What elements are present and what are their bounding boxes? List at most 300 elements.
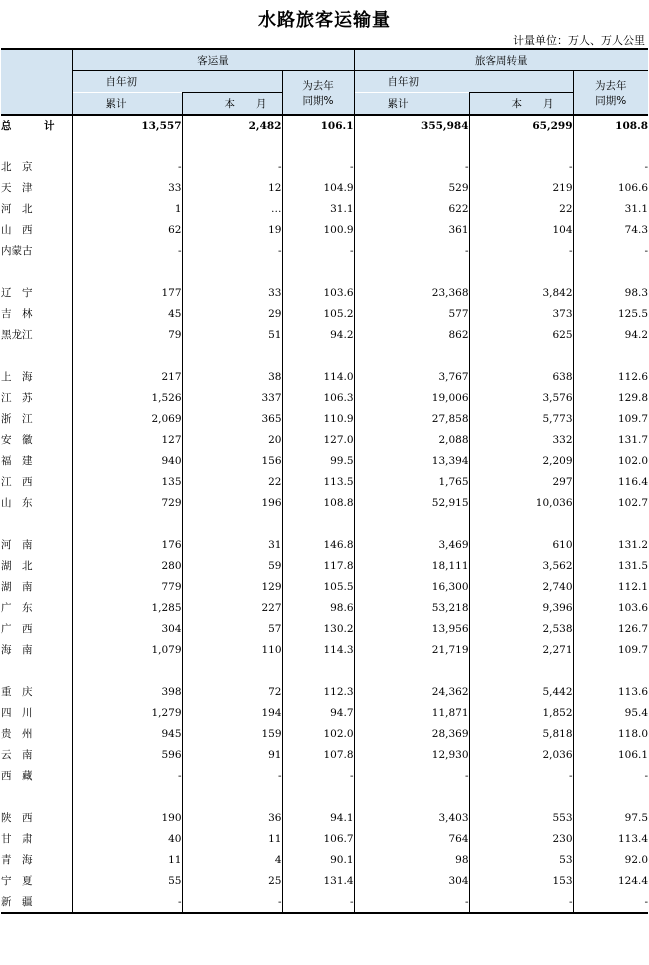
cell-ytd-turnover: 28,369 [354, 723, 469, 744]
cell-yoy-volume: 107.8 [282, 744, 354, 765]
spacer-cell [182, 135, 282, 156]
spacer-cell [282, 513, 354, 534]
cell-month-volume: 227 [182, 597, 282, 618]
cell-month-turnover: 1,852 [469, 702, 573, 723]
spacer-cell [282, 660, 354, 681]
row-label: 山 东 [1, 497, 33, 509]
cell-ytd-volume: 127 [72, 429, 182, 450]
cell-ytd-volume: 62 [72, 219, 182, 240]
row-label: 宁 夏 [1, 875, 33, 887]
cell-yoy-turnover: 108.8 [573, 115, 648, 135]
table-row [1, 681, 648, 702]
page-title: 水路旅客运输量 [258, 10, 391, 31]
cell-ytd-turnover: 11,871 [354, 702, 469, 723]
table-row [1, 891, 648, 913]
cell-ytd-volume: 135 [72, 471, 182, 492]
spacer-cell [469, 786, 573, 807]
cell-month-volume: - [182, 240, 282, 261]
cell-ytd-turnover: - [354, 156, 469, 177]
cell-yoy-turnover: - [573, 240, 648, 261]
cell-yoy-volume: 130.2 [282, 618, 354, 639]
cell-month-turnover: 65,299 [469, 115, 573, 135]
cell-ytd-volume: 729 [72, 492, 182, 513]
spacer-row [1, 513, 648, 534]
spacer-cell [182, 786, 282, 807]
spacer-cell [1, 135, 72, 156]
cell-yoy-turnover: 31.1 [573, 198, 648, 219]
cell-month-turnover: 9,396 [469, 597, 573, 618]
cell-month-turnover: - [469, 240, 573, 261]
cell-ytd-volume: 1,079 [72, 639, 182, 660]
row-label: 上 海 [1, 371, 33, 383]
row-label: 内蒙古 [1, 245, 33, 257]
spacer-row [1, 786, 648, 807]
cell-ytd-turnover: 12,930 [354, 744, 469, 765]
cell-yoy-turnover: 106.1 [573, 744, 648, 765]
cell-ytd-turnover: 13,394 [354, 450, 469, 471]
cell-ytd-volume: 779 [72, 576, 182, 597]
spacer-cell [72, 135, 182, 156]
spacer-cell [72, 513, 182, 534]
cell-ytd-turnover: 3,767 [354, 366, 469, 387]
cell-ytd-volume: 280 [72, 555, 182, 576]
spacer-cell [1, 786, 72, 807]
cell-ytd-volume: 33 [72, 177, 182, 198]
cell-ytd-turnover: 764 [354, 828, 469, 849]
cell-yoy-turnover: - [573, 891, 648, 913]
table-row [1, 639, 648, 660]
cell-month-volume: 20 [182, 429, 282, 450]
cell-ytd-turnover: 24,362 [354, 681, 469, 702]
cell-yoy-volume: 105.5 [282, 576, 354, 597]
cell-ytd-turnover: 52,915 [354, 492, 469, 513]
cell-month-turnover: 22 [469, 198, 573, 219]
table-row [1, 198, 648, 219]
cell-ytd-volume: 1,279 [72, 702, 182, 723]
spacer-cell [72, 261, 182, 282]
cell-yoy-volume: 100.9 [282, 219, 354, 240]
row-label: 江 西 [1, 476, 33, 488]
cell-month-turnover: 625 [469, 324, 573, 345]
cell-ytd-volume: 1,526 [72, 387, 182, 408]
row-label: 新 疆 [1, 891, 72, 913]
header-passenger-volume: 客运量 [72, 49, 354, 71]
cell-month-turnover: 3,576 [469, 387, 573, 408]
cell-month-turnover: 2,271 [469, 639, 573, 660]
cell-ytd-volume: 190 [72, 807, 182, 828]
cell-ytd-turnover: 16,300 [354, 576, 469, 597]
cell-ytd-volume: 45 [72, 303, 182, 324]
cell-ytd-volume: 176 [72, 534, 182, 555]
cell-yoy-volume: 102.0 [282, 723, 354, 744]
row-label: 广 西 [1, 623, 33, 635]
cell-ytd-turnover: 304 [354, 870, 469, 891]
row-label: 云 南 [1, 749, 33, 761]
table-row [1, 282, 648, 303]
cell-month-turnover: 297 [469, 471, 573, 492]
table-row [1, 156, 648, 177]
cell-month-volume: 2,482 [182, 115, 282, 135]
spacer-row [1, 135, 648, 156]
cell-yoy-turnover: 106.6 [573, 177, 648, 198]
spacer-cell [573, 261, 648, 282]
spacer-cell [573, 135, 648, 156]
cell-yoy-volume: 112.3 [282, 681, 354, 702]
cell-ytd-volume: 55 [72, 870, 182, 891]
table-row [1, 429, 648, 450]
cell-ytd-turnover: 3,469 [354, 534, 469, 555]
cell-yoy-volume: 106.7 [282, 828, 354, 849]
spacer-cell [182, 660, 282, 681]
cell-yoy-volume: 110.9 [282, 408, 354, 429]
cell-month-turnover: 219 [469, 177, 573, 198]
cell-yoy-turnover: 129.8 [573, 387, 648, 408]
cell-month-turnover: 2,538 [469, 618, 573, 639]
row-label: 天 津 [1, 182, 33, 194]
cell-yoy-volume: 113.5 [282, 471, 354, 492]
cell-ytd-turnover: 1,765 [354, 471, 469, 492]
cell-month-volume: 159 [182, 723, 282, 744]
cell-yoy-turnover: 125.5 [573, 303, 648, 324]
cell-month-turnover: - [469, 765, 573, 786]
cell-ytd-turnover: 529 [354, 177, 469, 198]
cell-yoy-volume: 99.5 [282, 450, 354, 471]
cell-ytd-volume: 217 [72, 366, 182, 387]
cell-ytd-turnover: 577 [354, 303, 469, 324]
row-label: 北 京 [1, 161, 33, 173]
header-yoy-1-line1: 为去年 [302, 79, 334, 92]
row-label: 安 徽 [1, 434, 33, 446]
header-yoy-2-line1: 为去年 [595, 79, 627, 92]
cell-month-volume: 4 [182, 849, 282, 870]
cell-yoy-volume: 131.4 [282, 870, 354, 891]
cell-month-volume: 22 [182, 471, 282, 492]
cell-yoy-turnover: 109.7 [573, 408, 648, 429]
cell-month-volume: 57 [182, 618, 282, 639]
row-label: 陕 西 [1, 812, 33, 824]
table-row [1, 807, 648, 828]
cell-yoy-volume: 98.6 [282, 597, 354, 618]
cell-yoy-turnover: 94.2 [573, 324, 648, 345]
cell-ytd-volume: 945 [72, 723, 182, 744]
cell-yoy-turnover: 112.6 [573, 366, 648, 387]
cell-ytd-volume: 940 [72, 450, 182, 471]
header-yoy-1 [282, 71, 354, 116]
header-yoy-1-line2: 同期% [302, 94, 334, 107]
cell-month-volume: 129 [182, 576, 282, 597]
cell-ytd-volume: 596 [72, 744, 182, 765]
cell-ytd-volume: 13,557 [72, 115, 182, 135]
cell-month-turnover: 104 [469, 219, 573, 240]
row-label: 湖 南 [1, 581, 33, 593]
cell-yoy-volume: - [282, 156, 354, 177]
cell-yoy-volume: 108.8 [282, 492, 354, 513]
unit-note: 计量单位：万人、万人公里 [513, 34, 645, 47]
cell-yoy-volume: 146.8 [282, 534, 354, 555]
cell-month-volume: 91 [182, 744, 282, 765]
cell-month-turnover: 553 [469, 807, 573, 828]
cell-yoy-turnover: 102.0 [573, 450, 648, 471]
cell-yoy-turnover: - [573, 156, 648, 177]
row-label: 吉 林 [1, 308, 33, 320]
table-row [1, 576, 648, 597]
table-row [1, 324, 648, 345]
cell-month-volume: 12 [182, 177, 282, 198]
cell-month-turnover: 10,036 [469, 492, 573, 513]
cell-ytd-volume: 398 [72, 681, 182, 702]
row-label: 黑龙江 [1, 329, 33, 341]
row-label: 青 海 [1, 854, 33, 866]
cell-yoy-volume: 104.9 [282, 177, 354, 198]
table-row [1, 240, 648, 261]
cell-ytd-turnover: 13,956 [354, 618, 469, 639]
cell-yoy-volume: 94.7 [282, 702, 354, 723]
cell-yoy-turnover: 131.2 [573, 534, 648, 555]
cell-yoy-turnover: 102.7 [573, 492, 648, 513]
cell-yoy-volume: - [282, 240, 354, 261]
cell-month-turnover: 3,562 [469, 555, 573, 576]
cell-month-volume: 110 [182, 639, 282, 660]
table-row [1, 828, 648, 849]
row-label: 广 东 [1, 602, 33, 614]
table-row [1, 492, 648, 513]
cell-ytd-turnover: 18,111 [354, 555, 469, 576]
cell-yoy-volume: 94.2 [282, 324, 354, 345]
spacer-cell [72, 786, 182, 807]
table-row [1, 765, 648, 786]
cell-month-turnover: 373 [469, 303, 573, 324]
spacer-cell [573, 345, 648, 366]
cell-yoy-turnover: 103.6 [573, 597, 648, 618]
cell-month-turnover: 2,740 [469, 576, 573, 597]
row-label: 浙 江 [1, 413, 33, 425]
cell-month-turnover: - [469, 891, 573, 913]
cell-month-volume: … [182, 198, 282, 219]
cell-month-volume: 156 [182, 450, 282, 471]
spacer-cell [354, 786, 469, 807]
cell-yoy-turnover: 109.7 [573, 639, 648, 660]
spacer-cell [182, 345, 282, 366]
cell-ytd-volume: 1,285 [72, 597, 182, 618]
cell-month-turnover: - [469, 156, 573, 177]
cell-yoy-turnover: 131.5 [573, 555, 648, 576]
spacer-cell [1, 345, 72, 366]
cell-ytd-volume: - [72, 240, 182, 261]
cell-month-volume: 19 [182, 219, 282, 240]
cell-ytd-turnover: 23,368 [354, 282, 469, 303]
spacer-cell [282, 261, 354, 282]
cell-ytd-volume: 1 [72, 198, 182, 219]
cell-yoy-turnover: 116.4 [573, 471, 648, 492]
cell-month-volume: 29 [182, 303, 282, 324]
cell-yoy-volume: 103.6 [282, 282, 354, 303]
cell-yoy-turnover: 126.7 [573, 618, 648, 639]
cell-ytd-volume: - [72, 156, 182, 177]
cell-yoy-turnover: 112.1 [573, 576, 648, 597]
header-corner [1, 49, 72, 115]
cell-yoy-turnover: 118.0 [573, 723, 648, 744]
total-row [1, 115, 648, 135]
cell-yoy-turnover: 97.5 [573, 807, 648, 828]
cell-month-turnover: 638 [469, 366, 573, 387]
cell-yoy-turnover: 98.3 [573, 282, 648, 303]
spacer-cell [354, 513, 469, 534]
passenger-table [1, 48, 648, 914]
row-label: 海 南 [1, 644, 33, 656]
spacer-cell [469, 513, 573, 534]
cell-month-volume: 11 [182, 828, 282, 849]
cell-ytd-turnover: - [354, 765, 469, 786]
row-label: 总 计 [1, 115, 72, 135]
cell-ytd-volume: 40 [72, 828, 182, 849]
spacer-cell [573, 513, 648, 534]
cell-ytd-turnover: 862 [354, 324, 469, 345]
cell-month-volume: 33 [182, 282, 282, 303]
row-label: 贵 州 [1, 728, 33, 740]
cell-month-volume: - [182, 891, 282, 913]
cell-month-turnover: 332 [469, 429, 573, 450]
cell-month-turnover: 2,036 [469, 744, 573, 765]
spacer-cell [72, 660, 182, 681]
table-row [1, 408, 648, 429]
cell-month-turnover: 153 [469, 870, 573, 891]
cell-ytd-turnover: 19,006 [354, 387, 469, 408]
header-month-2: 本 月 [469, 93, 573, 116]
cell-yoy-volume: 94.1 [282, 807, 354, 828]
table-row [1, 366, 648, 387]
header-month-1: 本 月 [182, 93, 282, 116]
cell-ytd-turnover: 3,403 [354, 807, 469, 828]
cell-month-turnover: 5,818 [469, 723, 573, 744]
row-label: 湖 北 [1, 560, 33, 572]
cell-month-turnover: 5,773 [469, 408, 573, 429]
cell-ytd-turnover: 21,719 [354, 639, 469, 660]
cell-month-volume: 51 [182, 324, 282, 345]
cell-ytd-turnover: 355,984 [354, 115, 469, 135]
cell-yoy-turnover: 124.4 [573, 870, 648, 891]
cell-month-volume: 31 [182, 534, 282, 555]
row-label: 重 庆 [1, 686, 33, 698]
row-label: 江 苏 [1, 392, 33, 404]
cell-ytd-volume: - [72, 765, 182, 786]
spacer-cell [469, 261, 573, 282]
spacer-cell [354, 135, 469, 156]
table-row [1, 555, 648, 576]
spacer-cell [354, 345, 469, 366]
table-row [1, 450, 648, 471]
header-cumulative-1: 累计 [72, 93, 182, 116]
row-label: 甘 肃 [1, 833, 33, 845]
cell-month-turnover: 2,209 [469, 450, 573, 471]
row-label: 辽 宁 [1, 287, 33, 299]
table-row [1, 303, 648, 324]
table-row [1, 702, 648, 723]
cell-month-volume: - [182, 765, 282, 786]
cell-ytd-volume: 304 [72, 618, 182, 639]
cell-yoy-turnover: 95.4 [573, 702, 648, 723]
row-label: 河 北 [1, 203, 33, 215]
cell-ytd-volume: 79 [72, 324, 182, 345]
cell-yoy-volume: 127.0 [282, 429, 354, 450]
header-cumulative-2: 累计 [354, 93, 469, 116]
row-label: 福 建 [1, 455, 33, 467]
spacer-cell [1, 261, 72, 282]
table-row [1, 744, 648, 765]
cell-yoy-volume: 117.8 [282, 555, 354, 576]
cell-yoy-turnover: 113.4 [573, 828, 648, 849]
row-label: 四 川 [1, 707, 33, 719]
cell-month-volume: 196 [182, 492, 282, 513]
table-row [1, 219, 648, 240]
spacer-cell [1, 660, 72, 681]
spacer-cell [282, 786, 354, 807]
table-row [1, 723, 648, 744]
cell-yoy-volume: 114.3 [282, 639, 354, 660]
cell-month-volume: 38 [182, 366, 282, 387]
spacer-cell [282, 135, 354, 156]
table-body [1, 115, 648, 913]
cell-ytd-volume: 2,069 [72, 408, 182, 429]
cell-yoy-turnover: 74.3 [573, 219, 648, 240]
table-row [1, 870, 648, 891]
cell-month-volume: 337 [182, 387, 282, 408]
cell-yoy-turnover: 113.6 [573, 681, 648, 702]
spacer-cell [1, 513, 72, 534]
cell-yoy-volume: 114.0 [282, 366, 354, 387]
row-label: 河 南 [1, 539, 33, 551]
spacer-cell [573, 786, 648, 807]
cell-ytd-turnover: 27,858 [354, 408, 469, 429]
spacer-cell [469, 135, 573, 156]
cell-ytd-turnover: 2,088 [354, 429, 469, 450]
header-yoy-2 [573, 71, 648, 116]
cell-yoy-turnover: 92.0 [573, 849, 648, 870]
spacer-cell [573, 660, 648, 681]
spacer-row [1, 660, 648, 681]
cell-yoy-volume: 105.2 [282, 303, 354, 324]
cell-month-volume: 365 [182, 408, 282, 429]
table-row [1, 534, 648, 555]
cell-ytd-volume: 11 [72, 849, 182, 870]
spacer-cell [469, 660, 573, 681]
cell-ytd-volume: 177 [72, 282, 182, 303]
table-row [1, 471, 648, 492]
cell-ytd-turnover: - [354, 891, 469, 913]
table-row [1, 597, 648, 618]
spacer-cell [182, 261, 282, 282]
cell-yoy-volume: 90.1 [282, 849, 354, 870]
row-label: 西 藏 [1, 770, 33, 782]
table-row [1, 387, 648, 408]
spacer-row [1, 261, 648, 282]
spacer-cell [72, 345, 182, 366]
header-yoy-2-line2: 同期% [595, 94, 627, 107]
cell-month-volume: 59 [182, 555, 282, 576]
spacer-cell [354, 261, 469, 282]
cell-ytd-turnover: - [354, 240, 469, 261]
cell-month-turnover: 5,442 [469, 681, 573, 702]
cell-yoy-turnover: 131.7 [573, 429, 648, 450]
cell-month-turnover: 230 [469, 828, 573, 849]
header-ytd-1: 自年初 [72, 71, 282, 93]
cell-month-volume: 25 [182, 870, 282, 891]
spacer-row [1, 345, 648, 366]
cell-month-turnover: 610 [469, 534, 573, 555]
spacer-cell [354, 660, 469, 681]
cell-yoy-turnover: - [573, 765, 648, 786]
cell-month-turnover: 53 [469, 849, 573, 870]
spacer-cell [469, 345, 573, 366]
